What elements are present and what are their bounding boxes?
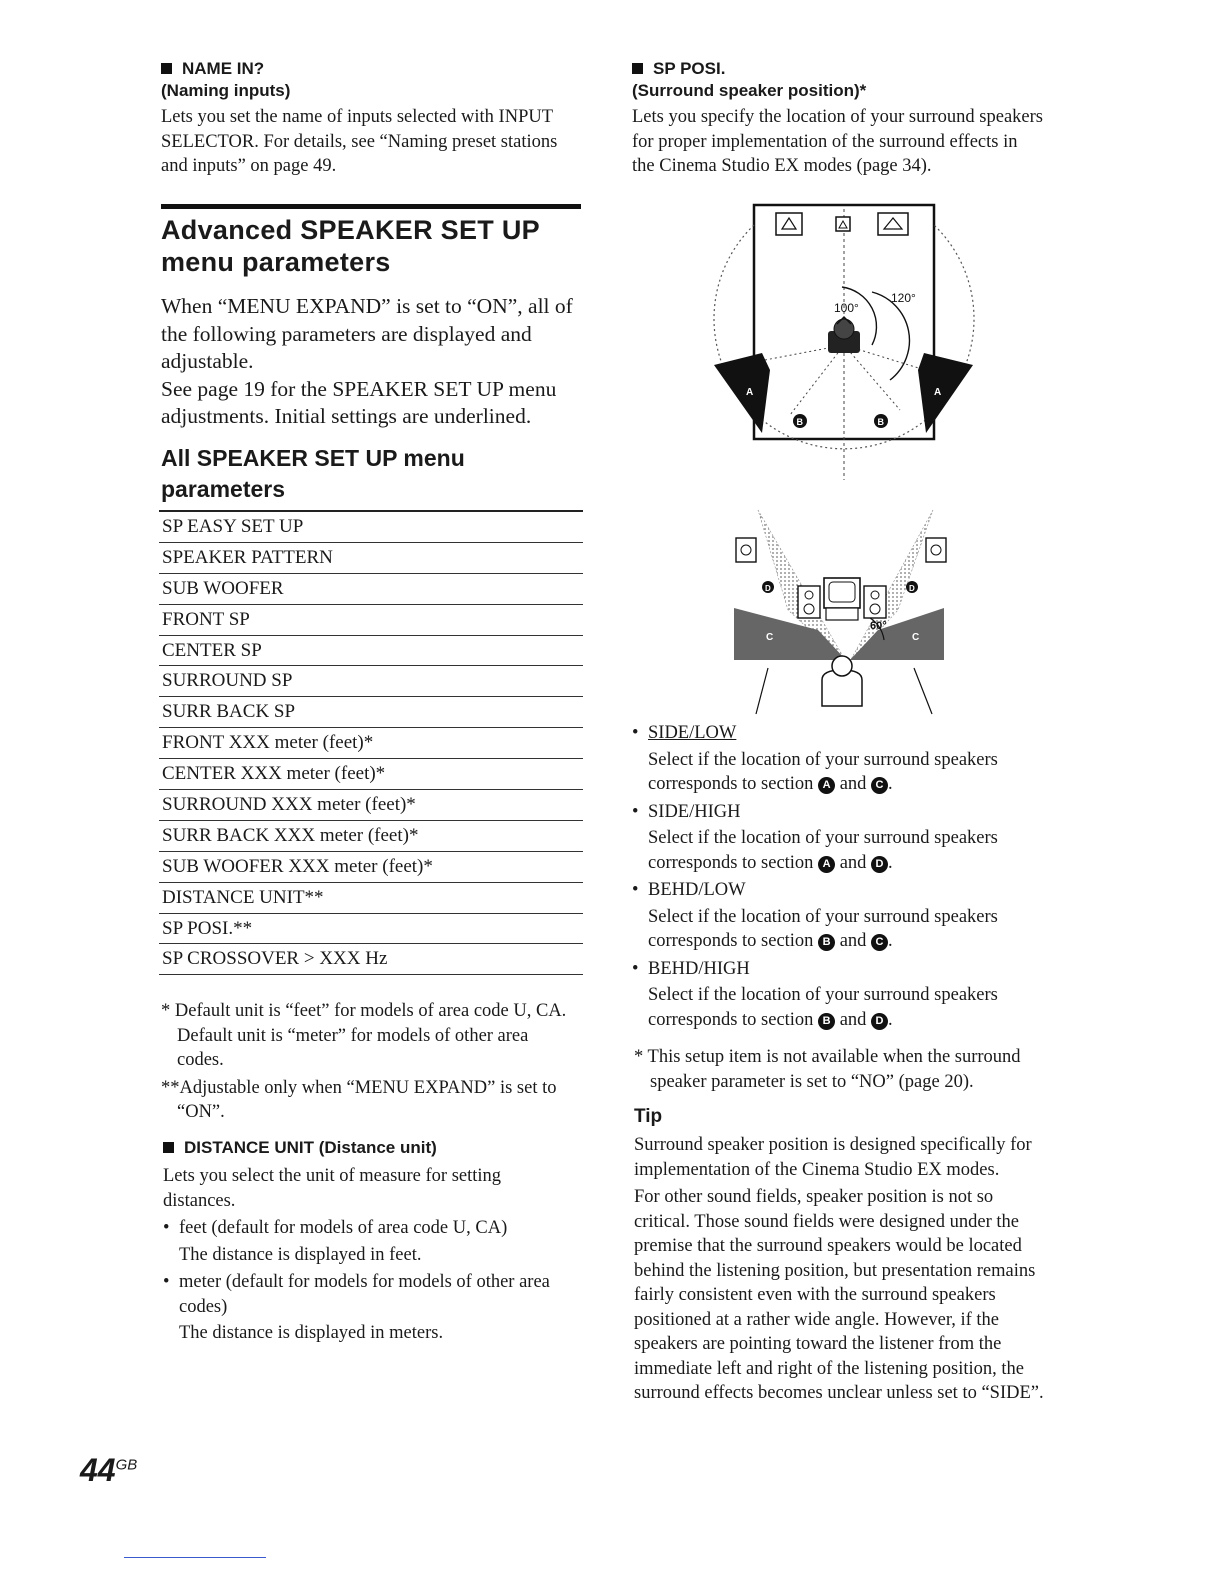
page-number: $44^{GB}$ <box>80 1452 138 1488</box>
listener-icon <box>828 317 860 353</box>
param-row: SP EASY SET UP <box>159 512 583 543</box>
section-badge-icon: D <box>871 1013 888 1030</box>
name-in-body: Lets you set the name of inputs selected with INPUT SELECTOR. For details, see “Naming preset stations and inputs” on page 49. <box>161 107 558 176</box>
left-high-speaker-icon <box>736 538 756 562</box>
param-row: SP CROSSOVER > XXX Hz <box>159 944 583 975</box>
param-row: FRONT XXX meter (feet)* <box>159 728 583 759</box>
section-badge-icon: D <box>871 856 888 873</box>
center-speaker-icon <box>836 217 850 231</box>
sp-posi-subheading: (Surround speaker position)* <box>632 81 867 100</box>
section-badge-icon: A <box>818 777 835 794</box>
param-row: SUB WOOFER <box>159 574 583 605</box>
tip-title: Tip <box>634 1106 663 1127</box>
option-side-high: • SIDE/HIGH Select if the location of your surround speakers corresponds to section A and D . <box>632 800 1062 876</box>
option-behd-high: • BEHD/HIGH Select if the location of your surround speakers corresponds to section B and D . <box>632 957 1062 1033</box>
angle-120-label: 120° <box>891 291 916 305</box>
footnote-unit: * Default unit is “feet” for models of area code U, CA. Default unit is “meter” for models of other area codes. <box>161 1001 567 1070</box>
zone-a-label-left: A <box>746 387 754 398</box>
angle-60-label: 60° <box>870 620 887 632</box>
square-bullet-icon <box>161 63 172 74</box>
param-row: SURROUND XXX meter (feet)* <box>159 790 583 821</box>
parameter-table <box>159 510 583 975</box>
zone-a-right <box>918 353 973 433</box>
option-side-low: • SIDE/LOW Select if the location of your surround speakers corresponds to section A and C . <box>632 721 1062 797</box>
tip-body: Surround speaker position is designed specifically for implementation of the Cinema Studio EX modes. For other sound fields, speaker position is not so critical. Those sound fields were designed under the premise that the surround speakers would be located behind the listening position, but presentation remains fairly consistent even with the surround speakers positioned at a rather wide angle. However, if the speakers are pointing toward the listener from the immediate left and right of the listening position, the surround effects becomes unclear unless set to “SIDE”. <box>634 1135 1044 1403</box>
name-in-section <box>161 58 591 179</box>
name-in-heading: NAME IN? <box>161 58 591 80</box>
param-row: CENTER XXX meter (feet)* <box>159 759 583 790</box>
distance-unit-section: DISTANCE UNIT (Distance unit) Lets you select the unit of measure for setting distances. • feet (default for models of area code U, CA) The distance is displayed in feet. • meter (default for models for models of other area codes) The distance is displayed in meters. <box>163 1137 593 1346</box>
zone-c-label-left: C <box>766 632 774 643</box>
svg-text:B: B <box>796 417 803 427</box>
option-feet: • feet (default for models of area code U, CA) The distance is displayed in feet. <box>163 1216 593 1267</box>
distance-unit-heading: DISTANCE UNIT (Distance unit) <box>163 1137 593 1159</box>
side-view-diagram <box>728 500 956 718</box>
zone-c-label-right: C <box>912 632 920 643</box>
sp-posi-section <box>632 58 1062 179</box>
section-badge-icon: B <box>818 1013 835 1030</box>
param-row: SURROUND SP <box>159 666 583 697</box>
room-top-view-diagram <box>700 195 990 490</box>
angle-120-arc <box>872 292 909 380</box>
param-row: SUB WOOFER XXX meter (feet)* <box>159 852 583 883</box>
option-behd-low: • BEHD/LOW Select if the location of your surround speakers corresponds to section B and C . <box>632 878 1062 954</box>
sp-posi-options <box>632 721 1062 1032</box>
sp-posi-body: Lets you specify the location of your surround speakers for proper implementation of the surround effects in the Cinema Studio EX modes (page 34). <box>632 107 1044 176</box>
front-right-speaker-icon <box>878 213 908 235</box>
sp-posi-footnote: * This setup item is not available when the surround speaker parameter is set to “NO” (page 20). <box>634 1047 1021 1092</box>
param-row: CENTER SP <box>159 636 583 667</box>
svg-text:B: B <box>877 417 884 427</box>
svg-text:D: D <box>765 584 771 593</box>
zone-a-left <box>714 353 770 433</box>
footnotes <box>161 999 591 1125</box>
param-row: SPEAKER PATTERN <box>159 543 583 574</box>
all-params-title: All SPEAKER SET UP menu parameters <box>161 445 465 502</box>
section-badge-icon: A <box>818 856 835 873</box>
section-badge-icon: B <box>818 934 835 951</box>
listener-side-icon <box>822 656 862 706</box>
svg-text:D: D <box>909 584 915 593</box>
distance-unit-options <box>163 1216 593 1346</box>
section-badge-icon: C <box>871 777 888 794</box>
square-bullet-icon <box>632 63 643 74</box>
param-row: FRONT SP <box>159 605 583 636</box>
right-high-speaker-icon <box>926 538 946 562</box>
param-row: SP POSI.** <box>159 914 583 945</box>
section-rule <box>161 204 581 209</box>
param-row: SURR BACK SP <box>159 697 583 728</box>
section-title: Advanced SPEAKER SET UP menu parameters <box>161 215 540 277</box>
angle-100-label: 100° <box>834 301 859 315</box>
tv-speakers-icon <box>798 578 886 620</box>
section-badge-icon: C <box>871 934 888 951</box>
footer-rule <box>124 1557 266 1558</box>
param-row: DISTANCE UNIT** <box>159 883 583 914</box>
name-in-subheading: (Naming inputs) <box>161 81 291 100</box>
zone-a-label-right: A <box>934 387 942 398</box>
param-row: SURR BACK XXX meter (feet)* <box>159 821 583 852</box>
intro-paragraph: When “MENU EXPAND” is set to “ON”, all of the following parameters are displayed and adjustable. See page 19 for the SPEAKER SET UP menu adjustments. Initial settings are underlined. <box>161 294 573 428</box>
square-bullet-icon <box>163 1142 174 1153</box>
option-meter: • meter (default for models for models of other area codes) The distance is displayed in meters. <box>163 1270 593 1346</box>
footnote-adjustable: **Adjustable only when “MENU EXPAND” is set to “ON”. <box>161 1077 557 1122</box>
sp-posi-heading: SP POSI. <box>632 58 1062 80</box>
front-left-speaker-icon <box>776 213 802 235</box>
